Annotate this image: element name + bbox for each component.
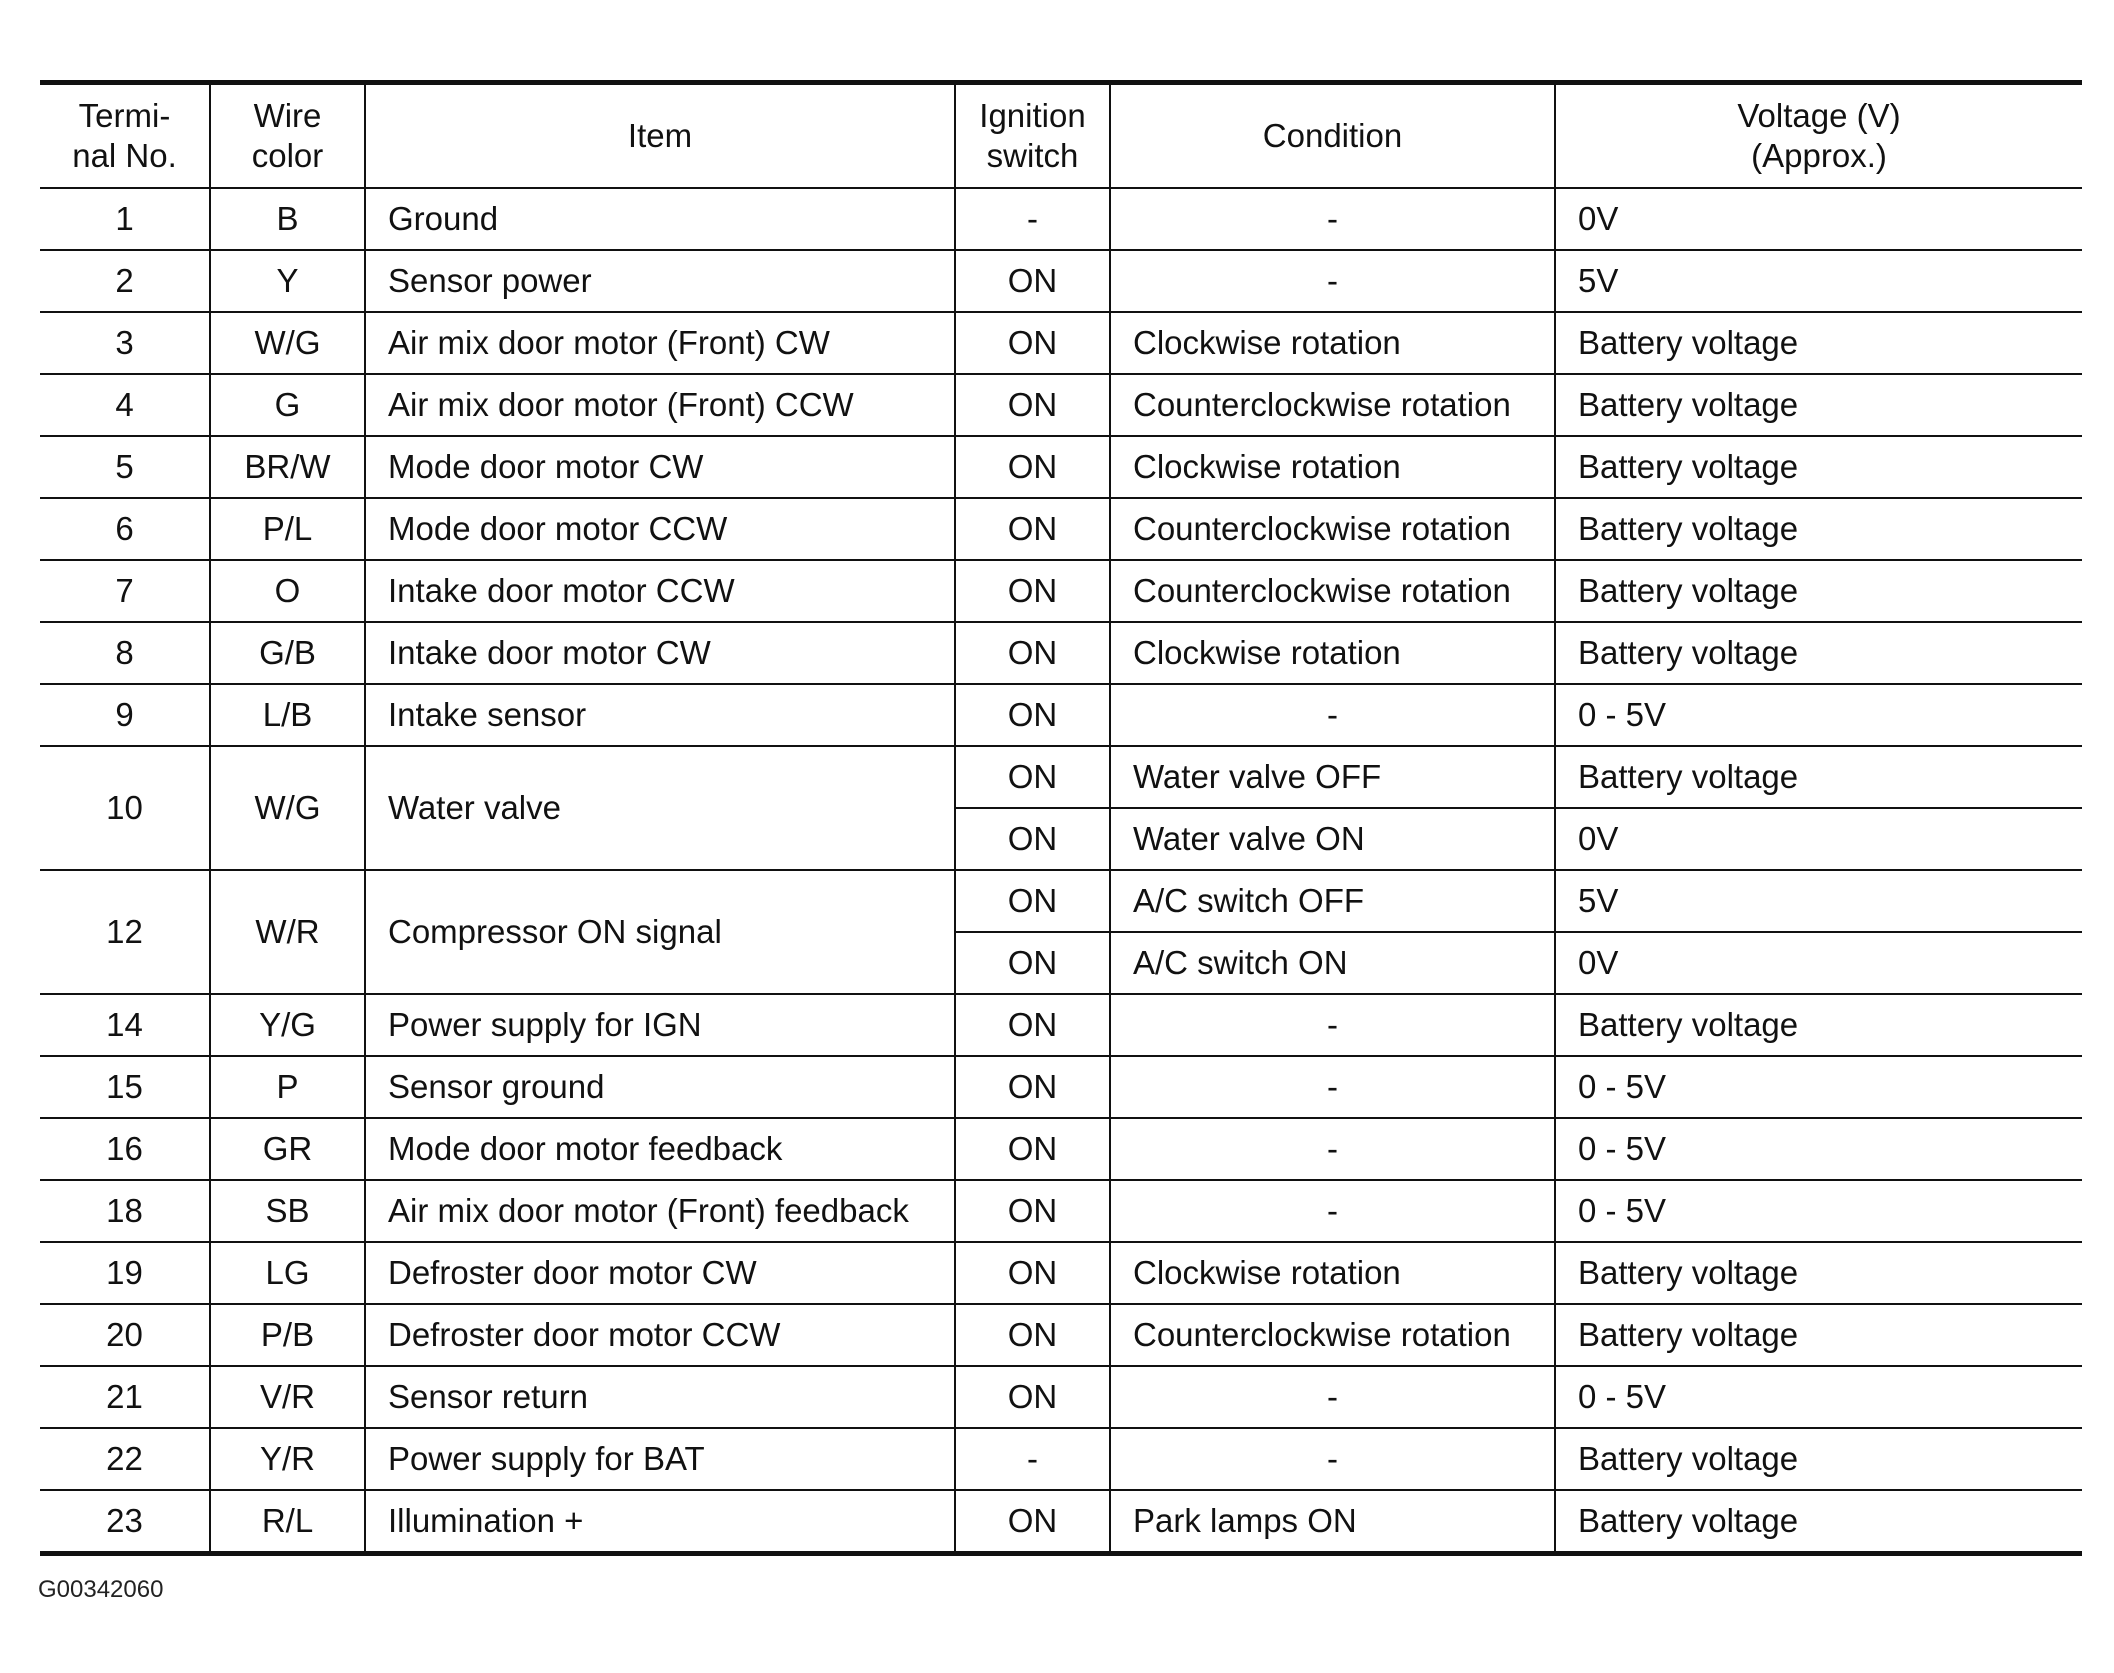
voltage-cell: Battery voltage [1555, 436, 2082, 498]
voltage-cell: 0 - 5V [1555, 684, 2082, 746]
terminal-no-cell: 23 [40, 1490, 210, 1554]
header-wire-line2: color [251, 137, 324, 174]
condition-cell: - [1110, 188, 1555, 250]
terminal-no-cell: 1 [40, 188, 210, 250]
terminal-no-cell: 7 [40, 560, 210, 622]
table-row [40, 560, 2082, 622]
wire-color-cell: P/L [210, 498, 365, 560]
condition-cell: Clockwise rotation [1110, 622, 1555, 684]
table-row [40, 1304, 2082, 1366]
voltage-cell: Battery voltage [1555, 746, 2082, 808]
condition-cell: - [1110, 994, 1555, 1056]
table-row [40, 870, 2082, 932]
item-cell: Intake door motor CW [365, 622, 955, 684]
table-row [40, 1056, 2082, 1118]
wire-color-cell: W/G [210, 746, 365, 870]
ignition-switch-cell: ON [955, 1056, 1110, 1118]
terminal-no-cell: 6 [40, 498, 210, 560]
voltage-cell: Battery voltage [1555, 560, 2082, 622]
item-cell: Mode door motor feedback [365, 1118, 955, 1180]
ignition-switch-cell: ON [955, 994, 1110, 1056]
ignition-switch-cell: ON [955, 622, 1110, 684]
voltage-cell: 0 - 5V [1555, 1118, 2082, 1180]
table-row [40, 622, 2082, 684]
condition-cell: Park lamps ON [1110, 1490, 1555, 1554]
voltage-cell: Battery voltage [1555, 374, 2082, 436]
voltage-cell: Battery voltage [1555, 1428, 2082, 1490]
ignition-switch-cell: ON [955, 1180, 1110, 1242]
voltage-cell: Battery voltage [1555, 1242, 2082, 1304]
terminal-no-cell: 2 [40, 250, 210, 312]
table-row [40, 994, 2082, 1056]
condition-cell: Water valve OFF [1110, 746, 1555, 808]
terminal-no-cell: 15 [40, 1056, 210, 1118]
table-header [40, 83, 2082, 189]
ignition-switch-cell: - [955, 1428, 1110, 1490]
item-cell: Power supply for IGN [365, 994, 955, 1056]
condition-cell: - [1110, 684, 1555, 746]
wire-color-cell: GR [210, 1118, 365, 1180]
terminal-no-cell: 5 [40, 436, 210, 498]
ignition-switch-cell: ON [955, 808, 1110, 870]
table-row [40, 436, 2082, 498]
condition-cell: A/C switch OFF [1110, 870, 1555, 932]
header-terminal-line2: nal No. [72, 137, 177, 174]
header-wire-color [210, 83, 365, 189]
wire-color-cell: R/L [210, 1490, 365, 1554]
ignition-switch-cell: - [955, 188, 1110, 250]
ignition-switch-cell: ON [955, 1366, 1110, 1428]
voltage-cell: 0 - 5V [1555, 1366, 2082, 1428]
wire-color-cell: O [210, 560, 365, 622]
terminal-voltage-table [40, 80, 2082, 1556]
wire-color-cell: P [210, 1056, 365, 1118]
wire-color-cell: BR/W [210, 436, 365, 498]
terminal-no-cell: 22 [40, 1428, 210, 1490]
table-row [40, 1490, 2082, 1554]
table-row [40, 1366, 2082, 1428]
header-wire-line1: Wire [253, 96, 322, 134]
wire-color-cell: Y/R [210, 1428, 365, 1490]
item-cell: Defroster door motor CW [365, 1242, 955, 1304]
table-row [40, 250, 2082, 312]
header-terminal-no [40, 83, 210, 189]
terminal-no-cell: 4 [40, 374, 210, 436]
wire-color-cell: G/B [210, 622, 365, 684]
ignition-switch-cell: ON [955, 250, 1110, 312]
item-cell: Air mix door motor (Front) CW [365, 312, 955, 374]
terminal-no-cell: 21 [40, 1366, 210, 1428]
condition-cell: Clockwise rotation [1110, 1242, 1555, 1304]
ignition-switch-cell: ON [955, 870, 1110, 932]
item-cell: Sensor power [365, 250, 955, 312]
table-row [40, 684, 2082, 746]
header-row [40, 83, 2082, 189]
terminal-no-cell: 12 [40, 870, 210, 994]
item-cell: Ground [365, 188, 955, 250]
item-cell: Mode door motor CW [365, 436, 955, 498]
voltage-cell: Battery voltage [1555, 498, 2082, 560]
terminal-no-cell: 3 [40, 312, 210, 374]
terminal-no-cell: 10 [40, 746, 210, 870]
item-cell: Sensor return [365, 1366, 955, 1428]
terminal-no-cell: 9 [40, 684, 210, 746]
table-row [40, 1118, 2082, 1180]
ignition-switch-cell: ON [955, 932, 1110, 994]
ignition-switch-cell: ON [955, 498, 1110, 560]
item-cell: Intake sensor [365, 684, 955, 746]
ignition-switch-cell: ON [955, 436, 1110, 498]
ignition-switch-cell: ON [955, 312, 1110, 374]
condition-cell: Clockwise rotation [1110, 436, 1555, 498]
voltage-cell: Battery voltage [1555, 622, 2082, 684]
voltage-cell: 0 - 5V [1555, 1056, 2082, 1118]
voltage-cell: 5V [1555, 250, 2082, 312]
condition-cell: Clockwise rotation [1110, 312, 1555, 374]
wire-color-cell: L/B [210, 684, 365, 746]
item-cell: Air mix door motor (Front) feedback [365, 1180, 955, 1242]
header-voltage [1555, 83, 2082, 189]
item-cell: Intake door motor CCW [365, 560, 955, 622]
wire-color-cell: SB [210, 1180, 365, 1242]
table-body [40, 188, 2082, 1554]
figure-id: G00342060 [38, 1576, 164, 1603]
ignition-switch-cell: ON [955, 374, 1110, 436]
item-cell: Defroster door motor CCW [365, 1304, 955, 1366]
condition-cell: A/C switch ON [1110, 932, 1555, 994]
header-ignition-line1: Ignition [979, 96, 1086, 134]
table-row [40, 1242, 2082, 1304]
table-row [40, 312, 2082, 374]
voltage-cell: 5V [1555, 870, 2082, 932]
header-condition: Condition [1110, 83, 1555, 189]
voltage-cell: Battery voltage [1555, 1490, 2082, 1554]
voltage-cell: 0V [1555, 188, 2082, 250]
terminal-no-cell: 16 [40, 1118, 210, 1180]
voltage-cell: 0V [1555, 808, 2082, 870]
wire-color-cell: B [210, 188, 365, 250]
header-item: Item [365, 83, 955, 189]
header-ignition-switch [955, 83, 1110, 189]
condition-cell: Counterclockwise rotation [1110, 374, 1555, 436]
header-ignition-line2: switch [986, 137, 1079, 174]
wire-color-cell: V/R [210, 1366, 365, 1428]
wire-color-cell: W/G [210, 312, 365, 374]
header-voltage-line1: Voltage (V) [1737, 96, 1901, 134]
terminal-no-cell: 14 [40, 994, 210, 1056]
ignition-switch-cell: ON [955, 1242, 1110, 1304]
ignition-switch-cell: ON [955, 684, 1110, 746]
condition-cell: Water valve ON [1110, 808, 1555, 870]
ignition-switch-cell: ON [955, 1118, 1110, 1180]
table-row [40, 1180, 2082, 1242]
terminal-no-cell: 18 [40, 1180, 210, 1242]
voltage-cell: Battery voltage [1555, 312, 2082, 374]
voltage-cell: Battery voltage [1555, 1304, 2082, 1366]
ignition-switch-cell: ON [955, 560, 1110, 622]
condition-cell: Counterclockwise rotation [1110, 1304, 1555, 1366]
table-row [40, 374, 2082, 436]
condition-cell: - [1110, 250, 1555, 312]
condition-cell: - [1110, 1056, 1555, 1118]
condition-cell: - [1110, 1180, 1555, 1242]
wire-color-cell: Y/G [210, 994, 365, 1056]
ignition-switch-cell: ON [955, 1490, 1110, 1554]
ignition-switch-cell: ON [955, 746, 1110, 808]
item-cell: Sensor ground [365, 1056, 955, 1118]
wire-color-cell: G [210, 374, 365, 436]
table-row [40, 1428, 2082, 1490]
wire-color-cell: W/R [210, 870, 365, 994]
header-terminal-line1: Termi- [78, 96, 171, 134]
condition-cell: Counterclockwise rotation [1110, 498, 1555, 560]
ignition-switch-cell: ON [955, 1304, 1110, 1366]
voltage-cell: Battery voltage [1555, 994, 2082, 1056]
table-row [40, 188, 2082, 250]
item-cell: Water valve [365, 746, 955, 870]
wire-color-cell: LG [210, 1242, 365, 1304]
voltage-cell: 0V [1555, 932, 2082, 994]
condition-cell: Counterclockwise rotation [1110, 560, 1555, 622]
item-cell: Illumination + [365, 1490, 955, 1554]
terminal-no-cell: 19 [40, 1242, 210, 1304]
terminal-no-cell: 8 [40, 622, 210, 684]
condition-cell: - [1110, 1366, 1555, 1428]
table-row [40, 746, 2082, 808]
item-cell: Mode door motor CCW [365, 498, 955, 560]
wire-color-cell: Y [210, 250, 365, 312]
wire-color-cell: P/B [210, 1304, 365, 1366]
item-cell: Power supply for BAT [365, 1428, 955, 1490]
item-cell: Compressor ON signal [365, 870, 955, 994]
terminal-no-cell: 20 [40, 1304, 210, 1366]
table-row [40, 498, 2082, 560]
condition-cell: - [1110, 1118, 1555, 1180]
condition-cell: - [1110, 1428, 1555, 1490]
voltage-cell: 0 - 5V [1555, 1180, 2082, 1242]
item-cell: Air mix door motor (Front) CCW [365, 374, 955, 436]
header-voltage-line2: (Approx.) [1751, 137, 1887, 174]
